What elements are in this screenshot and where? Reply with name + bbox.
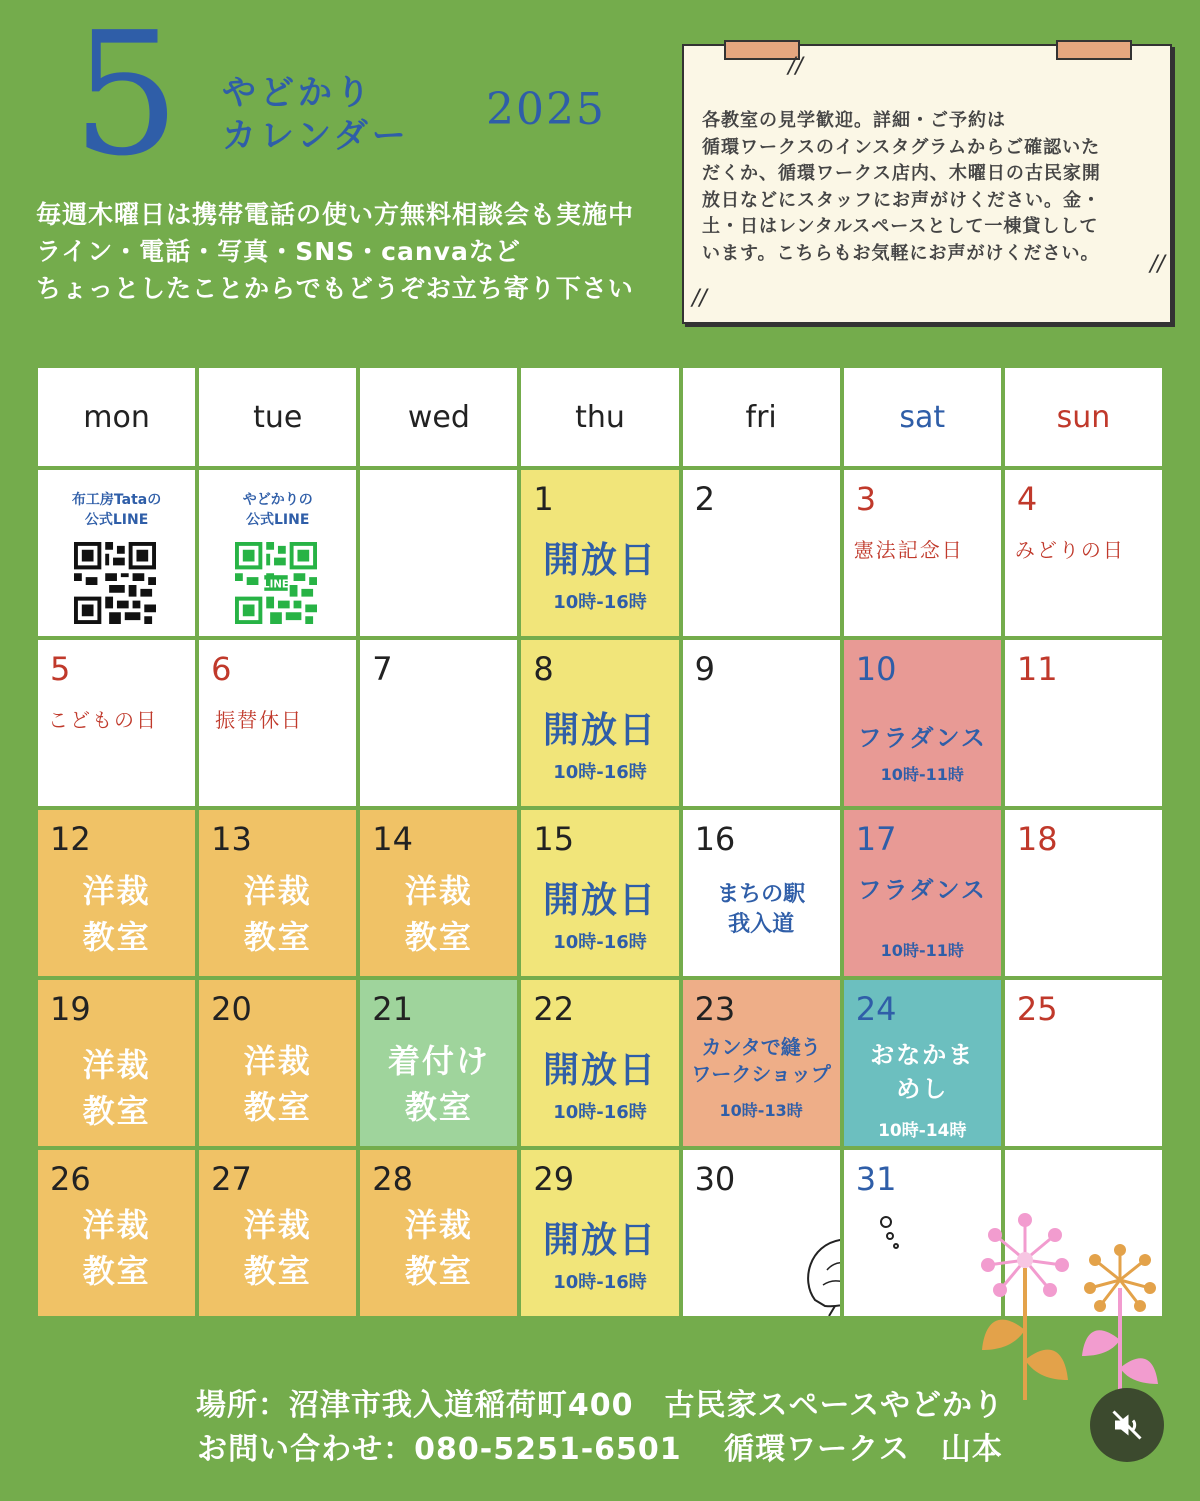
- day-number: 12: [50, 820, 91, 858]
- day-cell-28[interactable]: [360, 1150, 517, 1316]
- speaker-muted-icon: [1109, 1407, 1145, 1443]
- day-cell-6[interactable]: [199, 640, 356, 806]
- notice-line: 各教室の見学歓迎。詳細・ご予約は: [702, 110, 1006, 131]
- line-qr-code-icon[interactable]: [235, 542, 317, 624]
- event-sewing: [38, 1042, 195, 1134]
- day-cell-1[interactable]: [521, 470, 678, 636]
- holiday-label: 憲法記念日: [853, 538, 964, 562]
- year: 2025: [486, 84, 606, 135]
- event-kimono: [360, 1038, 517, 1130]
- day-cell-21[interactable]: [360, 980, 517, 1146]
- day-cell-12[interactable]: [38, 810, 195, 976]
- qr-label-line: 布工房Tataの: [71, 492, 162, 508]
- event-sewing: [38, 868, 195, 960]
- mute-button[interactable]: [1090, 1388, 1164, 1462]
- empty-cell: [360, 470, 517, 636]
- event-line: 教室: [243, 1088, 312, 1126]
- event-time: 10時-11時: [880, 941, 964, 960]
- intro-text: [36, 196, 676, 307]
- line-badge: LINE: [263, 579, 289, 591]
- event-time: 10時-16時: [553, 762, 647, 783]
- qr-label-line: 公式LINE: [246, 512, 310, 528]
- day-cell-11[interactable]: [1005, 640, 1162, 806]
- calendar-grid: [36, 366, 1164, 1318]
- event-sewing: [199, 1038, 356, 1130]
- weekday-sat: sat: [844, 368, 1001, 466]
- day-number: 15: [533, 820, 575, 858]
- event-line: 我入道: [728, 912, 795, 937]
- event-time: 10時-16時: [553, 1102, 647, 1123]
- day-number: 20: [211, 990, 252, 1028]
- day-number: 30: [694, 1160, 736, 1198]
- event-line: 教室: [82, 1092, 151, 1130]
- footer-place: 場所：沼津市我入道稲荷町400 古民家スペースやどかり: [195, 1388, 1005, 1423]
- event-line: 教室: [243, 918, 312, 956]
- day-number: 1: [533, 480, 554, 518]
- day-cell-14[interactable]: [360, 810, 517, 976]
- event-hula: フラダンス: [857, 724, 987, 752]
- weekday-thu: thu: [521, 368, 678, 466]
- day-cell-27[interactable]: [199, 1150, 356, 1316]
- day-cell-24[interactable]: [844, 980, 1001, 1146]
- event-open-day: 開放日: [542, 710, 657, 751]
- day-number: 8: [533, 650, 554, 688]
- footer-contact: お問い合わせ：080-5251-6501 循環ワークス 山本: [197, 1432, 1003, 1467]
- day-number: 29: [533, 1160, 575, 1198]
- event-hula: フラダンス: [857, 876, 987, 904]
- day-cell-22[interactable]: [521, 980, 678, 1146]
- event-line: 教室: [82, 1252, 151, 1290]
- intro-line: ちょっとしたことからでもどうぞお立ち寄り下さい: [36, 274, 634, 303]
- event-line: 洋裁: [82, 1206, 151, 1244]
- notice-line: 土・日はレンタルスペースとして一棟貸しして: [702, 216, 1099, 237]
- day-number: 31: [855, 1160, 897, 1198]
- day-cell-13[interactable]: [199, 810, 356, 976]
- event-line: ワークショップ: [691, 1062, 831, 1086]
- qr-code-icon[interactable]: [74, 542, 156, 624]
- scribble-mark: //: [788, 54, 803, 79]
- calendar-title: [222, 72, 410, 157]
- event-line: 洋裁: [243, 1042, 312, 1080]
- day-number: 17: [855, 820, 897, 858]
- day-cell-20[interactable]: [199, 980, 356, 1146]
- event-open-day: 開放日: [542, 1050, 657, 1091]
- day-cell-30[interactable]: [683, 1150, 840, 1316]
- day-number: 18: [1016, 820, 1058, 858]
- event-open-day: 開放日: [542, 1220, 657, 1261]
- day-cell-3[interactable]: [844, 470, 1001, 636]
- day-number: 11: [1016, 650, 1058, 688]
- day-number: 13: [211, 820, 252, 858]
- day-number: 6: [211, 650, 232, 688]
- event-meal: [844, 1038, 1001, 1106]
- day-cell-29[interactable]: [521, 1150, 678, 1316]
- event-sewing: [199, 868, 356, 960]
- weekday-mon: mon: [38, 368, 195, 466]
- event-line: おなかま: [870, 1041, 975, 1069]
- day-number: 28: [372, 1160, 413, 1198]
- scribble-mark: //: [1150, 252, 1165, 277]
- day-cell-5[interactable]: [38, 640, 195, 806]
- day-cell-2[interactable]: [683, 470, 840, 636]
- event-line: 洋裁: [404, 872, 473, 910]
- qr-label-line: 公式LINE: [84, 512, 149, 528]
- event-line: カンタで縫う: [701, 1035, 821, 1059]
- notice-line: 放日などにスタッフにお声がけください。金・: [702, 189, 1101, 211]
- scribble-mark: //: [692, 286, 707, 311]
- day-cell-8[interactable]: [521, 640, 678, 806]
- day-number: 3: [855, 480, 877, 518]
- day-number: 25: [1016, 990, 1058, 1028]
- event-line: まちの駅: [717, 882, 806, 907]
- month-number: 5: [72, 0, 181, 194]
- event-line: 洋裁: [404, 1206, 473, 1244]
- day-cell-10[interactable]: [844, 640, 1001, 806]
- event-michinoeki: [683, 880, 840, 940]
- notice-card: [682, 44, 1172, 324]
- event-time: 10時-16時: [553, 932, 647, 953]
- weekday-sun: sun: [1005, 368, 1162, 466]
- event-sewing: [199, 1202, 356, 1294]
- event-sewing: [38, 1202, 195, 1294]
- day-number: 7: [372, 650, 393, 688]
- event-time: 10時-16時: [553, 592, 647, 613]
- tape-right: [1056, 40, 1132, 60]
- event-line: 教室: [404, 918, 473, 956]
- event-line: 洋裁: [243, 1206, 312, 1244]
- notice-line: 循環ワークスのインスタグラムからご確認いた: [702, 136, 1101, 158]
- event-time: 10時-16時: [553, 1272, 647, 1293]
- day-number: 4: [1016, 480, 1038, 518]
- day-number: 24: [855, 990, 897, 1028]
- flowers-icon: [970, 1210, 1170, 1400]
- qr-cell-tata: [38, 470, 195, 636]
- event-time: 10時-14時: [878, 1121, 967, 1141]
- day-number: 22: [533, 990, 575, 1028]
- qr-label: [38, 490, 195, 530]
- event-line: 洋裁: [82, 872, 151, 910]
- day-number: 2: [694, 480, 715, 518]
- qr-cell-yadokari: [199, 470, 356, 636]
- event-sewing: [360, 868, 517, 960]
- weekday-wed: wed: [360, 368, 517, 466]
- title-line-1: やどかり: [222, 73, 374, 113]
- bubbles-icon: [874, 1214, 914, 1254]
- day-cell-17[interactable]: [844, 810, 1001, 976]
- event-line: 教室: [243, 1252, 312, 1290]
- day-cell-18[interactable]: [1005, 810, 1162, 976]
- intro-line: 毎週木曜日は携帯電話の使い方無料相談会も実施中: [36, 200, 635, 229]
- event-line: 教室: [404, 1088, 473, 1126]
- day-cell-4[interactable]: [1005, 470, 1162, 636]
- day-cell-9[interactable]: [683, 640, 840, 806]
- event-line: 洋裁: [243, 872, 312, 910]
- holiday-label: 振替休日: [215, 708, 304, 732]
- event-time: 10時-11時: [880, 765, 964, 784]
- event-line: 教室: [404, 1252, 473, 1290]
- holiday-label: こどもの日: [48, 708, 158, 732]
- event-sewing: [360, 1202, 517, 1294]
- day-number: 10: [855, 650, 897, 688]
- day-number: 5: [50, 650, 71, 688]
- day-number: 14: [372, 820, 413, 858]
- event-time: 10時-13時: [719, 1101, 803, 1120]
- day-number: 23: [694, 990, 736, 1028]
- day-number: 21: [372, 990, 413, 1028]
- event-line: 教室: [82, 918, 151, 956]
- hermit-crab-icon: [795, 1210, 840, 1316]
- notice-text: [702, 108, 1152, 267]
- day-cell-26[interactable]: [38, 1150, 195, 1316]
- qr-label: [199, 490, 356, 530]
- notice-line: います。こちらもお気軽にお声がけください。: [702, 242, 1100, 264]
- event-line: 着付け: [387, 1042, 490, 1080]
- weekday-tue: tue: [199, 368, 356, 466]
- intro-line: ライン・電話・写真・SNS・canvaなど: [36, 237, 521, 266]
- day-cell-15[interactable]: [521, 810, 678, 976]
- event-open-day: 開放日: [542, 540, 657, 581]
- day-cell-7[interactable]: [360, 640, 517, 806]
- event-open-day: 開放日: [542, 880, 657, 921]
- event-line: 洋裁: [82, 1046, 151, 1084]
- day-number: 19: [50, 990, 91, 1028]
- title-line-2: カレンダー: [222, 115, 410, 156]
- qr-label-line: やどかりの: [242, 492, 313, 508]
- day-number: 16: [694, 820, 736, 858]
- event-line: めし: [896, 1075, 949, 1103]
- day-cell-25[interactable]: [1005, 980, 1162, 1146]
- day-cell-16[interactable]: [683, 810, 840, 976]
- day-number: 9: [694, 650, 715, 688]
- event-workshop: [683, 1034, 840, 1088]
- weekday-fri: fri: [683, 368, 840, 466]
- holiday-label: みどりの日: [1014, 538, 1125, 562]
- day-number: 26: [50, 1160, 91, 1198]
- notice-line: だくか、循環ワークス店内、木曜日の古民家開: [702, 163, 1101, 184]
- day-cell-23[interactable]: [683, 980, 840, 1146]
- day-number: 27: [211, 1160, 252, 1198]
- day-cell-19[interactable]: [38, 980, 195, 1146]
